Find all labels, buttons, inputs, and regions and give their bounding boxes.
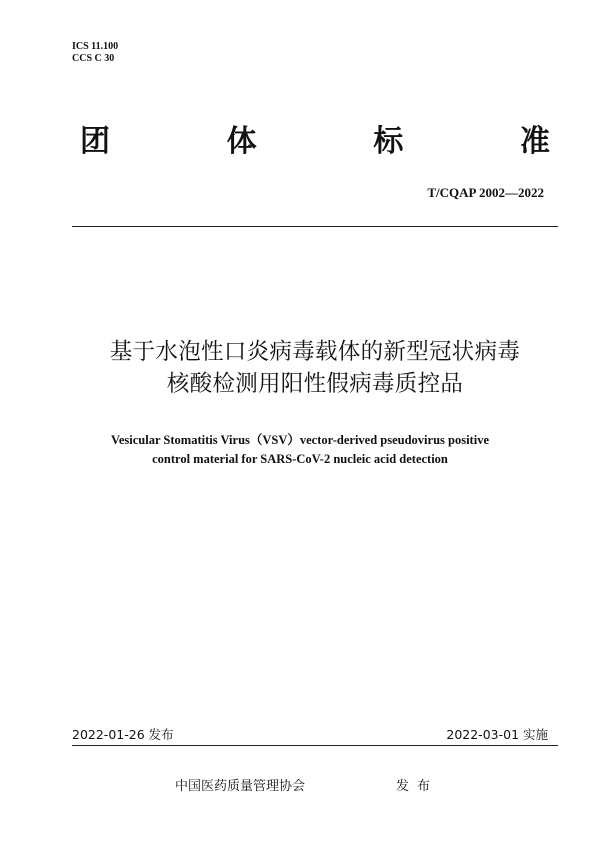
category-char: 体 bbox=[226, 124, 257, 159]
category-char: 标 bbox=[373, 124, 404, 159]
standard-number: T/CQAP 2002—2022 bbox=[427, 185, 544, 200]
english-title-line-1: Vesicular Stomatitis Virus（VSV）vector-derived pseudovirus positive bbox=[110, 433, 489, 447]
chinese-title-line-2: 核酸检测用阳性假病毒质控品 bbox=[166, 371, 464, 397]
english-title bbox=[60, 431, 540, 469]
footer-divider bbox=[72, 745, 558, 746]
standard-category bbox=[80, 122, 550, 162]
english-title-line-2: control material for SARS-CoV-2 nucleic acid detection bbox=[152, 452, 448, 466]
category-char: 团 bbox=[80, 124, 110, 159]
ics-code: ICS 11.100 bbox=[72, 41, 119, 52]
category-char: 准 bbox=[519, 124, 550, 159]
implementation-date: 2022-03-01 实施 bbox=[446, 727, 548, 742]
classification-codes bbox=[72, 41, 118, 65]
chinese-title bbox=[60, 336, 570, 400]
publish-label: 发布 bbox=[396, 779, 439, 794]
header-divider bbox=[72, 226, 558, 227]
chinese-title-line-1: 基于水泡性口炎病毒载体的新型冠状病毒 bbox=[109, 339, 521, 365]
issue-date: 2022-01-26 发布 bbox=[72, 727, 174, 742]
ccs-code: CCS C 30 bbox=[72, 53, 115, 64]
publisher-name: 中国医药质量管理协会 bbox=[175, 779, 306, 794]
